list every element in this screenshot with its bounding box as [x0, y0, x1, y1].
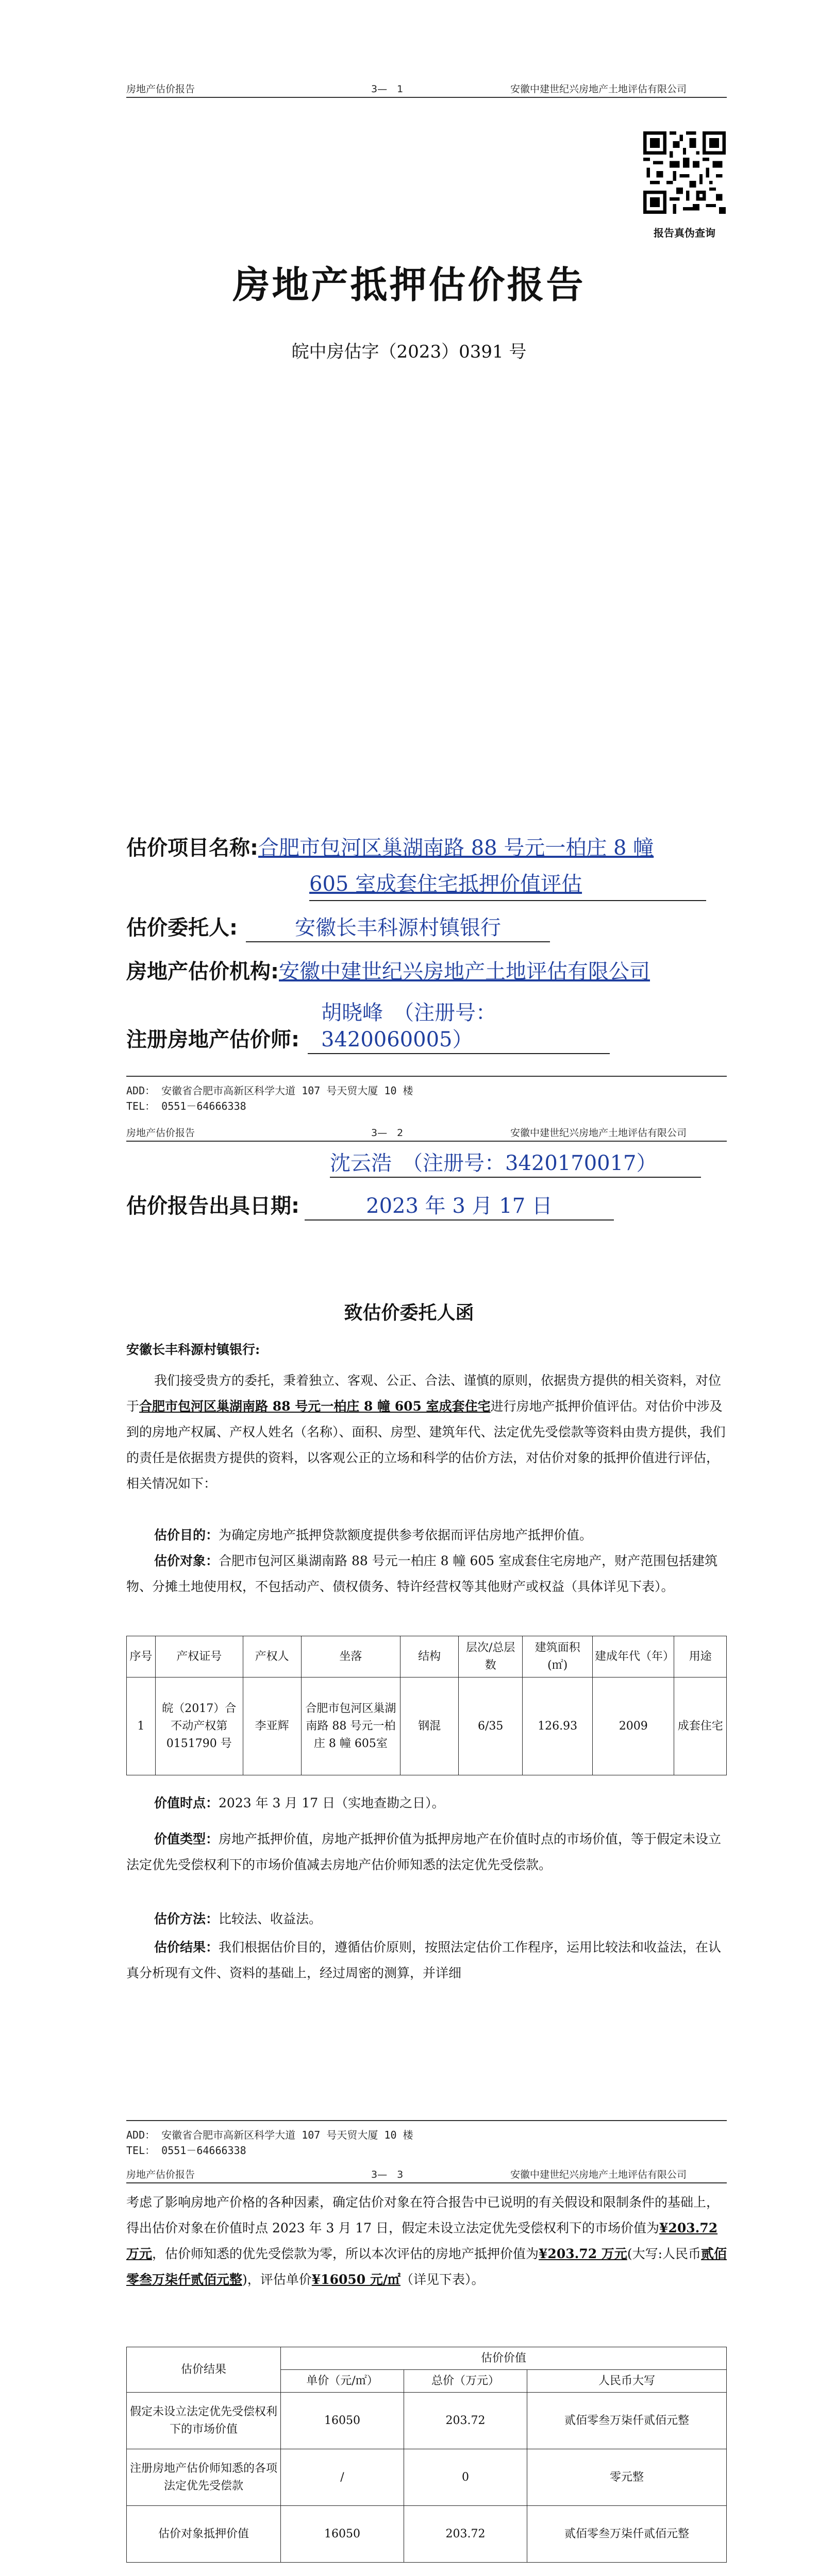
table-row [127, 1677, 727, 1775]
intro-property: 合肥市包河区巢湖南路 88 号元一柏庄 8 幢 605 室成套住宅 [139, 1399, 491, 1414]
result-label: 估价结果： [154, 1940, 219, 1955]
header-left: 房地产估价报告 [126, 2169, 195, 2180]
field-label: 房地产估价机构: [126, 960, 279, 984]
value-date-label: 价值时点： [154, 1795, 219, 1810]
market-value: ¥203.72 万元 [126, 2221, 718, 2261]
page-header-3 [126, 2163, 727, 2183]
result-paragraph [126, 1935, 727, 1986]
result-table [126, 2347, 727, 2563]
table-header: 序号 [127, 1636, 156, 1677]
table-cell: 注册房地产估价师知悉的各项法定优先受偿款 [127, 2449, 281, 2506]
intro-text: 我们接受贵方的委托，秉着独立、客观、公正、合法、谨慎的原则，依据贵方提供的相关资料，对位于 [126, 1373, 722, 1414]
qr-caption: 报告真伪查询 [654, 227, 715, 239]
conclusion-text-2: ，估价师知悉的优先受偿款为零，所以本次评估的房地产抵押价值为 [152, 2246, 539, 2261]
header-company: 安徽中建世纪兴房地产土地评估有限公司 [510, 1127, 687, 1139]
table-cell: 16050 [281, 2506, 404, 2563]
underline [309, 900, 706, 901]
conclusion-text-5: （详见下表）。 [400, 2272, 485, 2287]
table-cell: 126.93 [523, 1677, 593, 1775]
appraiser-value: 胡晓峰 （注册号：3420060005） [321, 1001, 496, 1052]
agency-row [126, 958, 727, 985]
table-header: 总价（万元） [404, 2370, 527, 2393]
table-cell: 203.72 [404, 2393, 527, 2449]
purpose-paragraph [126, 1522, 727, 1548]
object-paragraph [126, 1548, 727, 1600]
table-header: 建成年代（年） [593, 1636, 674, 1677]
table-header: 用途 [674, 1636, 727, 1677]
page-footer-1 [126, 1076, 727, 1114]
object-label: 估价对象： [154, 1553, 219, 1568]
addressee: 安徽长丰科源村镇银行: [126, 1342, 260, 1357]
page-footer-2 [126, 2120, 727, 2158]
intro-text-2: 进行房地产抵押价值评估。对估价中涉及到的房地产权属、产权人姓名（名称）、面积、房型、建筑年代、法定优先受偿款等资料由贵方提供，我们的责任是依据贵方提供的资料，以客观公正的立场和科学的估价方法，对估价对象的抵押价值进行评估，相关情况如下： [126, 1399, 726, 1491]
appraiser-2-value: 沈云浩 （注册号：3420170017） [330, 1151, 657, 1175]
table-cell: 李亚辉 [243, 1677, 301, 1775]
method-text: 比较法、收益法。 [219, 1911, 322, 1926]
table-cell: 成套住宅 [674, 1677, 727, 1775]
project-name-row-2 [309, 871, 711, 897]
table-row [127, 2506, 727, 2563]
project-name-value: 合肥市包河区巢湖南路 88 号元一柏庄 8 幢 [258, 836, 654, 860]
result-text: 我们根据估价目的，遵循估价原则，按照法定估价工作程序，运用比较法和收益法，在认真分析现有文件、资料的基础上，经过周密的测算，并详细 [126, 1940, 722, 1980]
qr-code-image[interactable] [643, 131, 726, 214]
value-type-paragraph [126, 1826, 727, 1878]
table-header: 估价价值 [281, 2347, 727, 2370]
method-label: 估价方法： [154, 1911, 219, 1926]
table-cell: 1 [127, 1677, 156, 1775]
conclusion-text-3: (大写:人民币 [627, 2246, 701, 2261]
client-value: 安徽长丰科源村镇银行 [295, 916, 501, 940]
table-cell: 假定未设立法定优先受偿权利下的市场价值 [127, 2393, 281, 2449]
header-left: 房地产估价报告 [126, 83, 195, 95]
method-paragraph [126, 1906, 727, 1932]
table-cell: 203.72 [404, 2506, 527, 2563]
header-page-number: 3— 1 [371, 83, 404, 95]
purpose-label: 估价目的： [154, 1528, 219, 1543]
table-cell: 估价对象抵押价值 [127, 2506, 281, 2563]
table-cell: 0 [404, 2449, 527, 2506]
field-label: 估价项目名称: [126, 836, 258, 860]
field-label: 注册房地产估价师: [126, 1028, 299, 1052]
table-header-row [127, 2347, 727, 2370]
mortgage-value-words: 贰佰零叁万柒仟贰佰元整 [126, 2246, 727, 2287]
unit-price: ¥16050 元/㎡ [311, 2272, 400, 2287]
table-cell: / [281, 2449, 404, 2506]
report-date-value: 2023 年 3 月 17 日 [366, 1194, 553, 1218]
agency-value: 安徽中建世纪兴房地产土地评估有限公司 [279, 960, 650, 984]
table-cell: 钢混 [400, 1677, 459, 1775]
footer-phone: TEL： 0551－64666338 [126, 2144, 246, 2157]
table-header: 估价结果 [127, 2347, 281, 2393]
report-date-label: 估价报告出具日期: [126, 1194, 299, 1218]
header-page-number: 3— 2 [371, 1127, 404, 1139]
object-text: 合肥市包河区巢湖南路 88 号元一柏庄 8 幢 605 室成套住宅房地产，财产范围包括建筑物、分摊土地使用权，不包括动产、债权债务、特许经营权等其他财产或权益（具体详见下表）。 [126, 1553, 718, 1594]
intro-paragraph [126, 1368, 727, 1497]
table-cell: 零元整 [527, 2449, 727, 2506]
value-type-text: 房地产抵押价值，房地产抵押价值为抵押房地产在价值时点的市场价值，等于假定未设立法定优先受偿权利下的市场价值减去房地产估价师知悉的法定优先受偿款。 [126, 1832, 722, 1872]
header-left: 房地产估价报告 [126, 1127, 195, 1139]
client-row [126, 914, 727, 942]
table-header: 建筑面积(㎡) [523, 1636, 593, 1677]
appraiser-row [126, 999, 727, 1054]
table-header: 层次/总层数 [459, 1636, 523, 1677]
table-cell: 6/35 [459, 1677, 523, 1775]
project-name-value-2: 605 室成套住宅抵押价值评估 [309, 872, 582, 896]
page-header-1 [126, 77, 727, 98]
table-cell: 皖（2017）合不动产权第0151790 号 [155, 1677, 243, 1775]
table-header: 单价（元/㎡） [281, 2370, 404, 2393]
table-row [127, 2393, 727, 2449]
footer-phone: TEL： 0551－64666338 [126, 1100, 246, 1112]
page-header-2 [126, 1121, 727, 1142]
table-header: 坐落 [301, 1636, 400, 1677]
table-header: 人民币大写 [527, 2370, 727, 2393]
header-company: 安徽中建世纪兴房地产土地评估有限公司 [510, 83, 687, 95]
table-header: 产权人 [243, 1636, 301, 1677]
header-company: 安徽中建世纪兴房地产土地评估有限公司 [510, 2169, 687, 2180]
report-title: 房地产抵押估价报告 [232, 263, 586, 307]
value-type-label: 价值类型： [154, 1832, 219, 1846]
table-row [127, 2449, 727, 2506]
conclusion-paragraph [126, 2190, 727, 2293]
table-cell: 贰佰零叁万柒仟贰佰元整 [527, 2393, 727, 2449]
conclusion-text-4: )，评估单价 [242, 2272, 312, 2287]
field-label: 估价委托人: [126, 916, 238, 940]
footer-address: ADD： 安徽省合肥市高新区科学大道 107 号天贸大厦 10 楼 [126, 2129, 413, 2141]
table-cell: 合肥市包河区巢湖南路 88 号元一柏庄 8 幢 605室 [301, 1677, 400, 1775]
footer-address: ADD： 安徽省合肥市高新区科学大道 107 号天贸大厦 10 楼 [126, 1084, 413, 1097]
table-cell: 16050 [281, 2393, 404, 2449]
table-header: 产权证号 [155, 1636, 243, 1677]
report-date-row [126, 1193, 727, 1221]
appraiser-2-row [330, 1150, 701, 1178]
purpose-text: 为确定房地产抵押贷款额度提供参考依据而评估房地产抵押价值。 [219, 1528, 593, 1543]
letter-title: 致估价委托人函 [344, 1302, 474, 1324]
conclusion-text: 考虑了影响房地产价格的各种因素，确定估价对象在符合报告中已说明的有关假设和限制条件的基础上，得出估价对象在价值时点 2023 年 3 月 17 日，假定未设立法定优先受偿权利下的市场价值为 [126, 2195, 720, 2235]
value-date-text: 2023 年 3 月 17 日（实地查勘之日）。 [219, 1795, 445, 1810]
project-name-row [126, 835, 727, 861]
table-header-row [127, 1636, 727, 1677]
table-header: 结构 [400, 1636, 459, 1677]
table-cell: 2009 [593, 1677, 674, 1775]
header-page-number: 3— 3 [371, 2169, 404, 2180]
report-number: 皖中房估字（2023）0391 号 [291, 342, 527, 362]
property-table [126, 1636, 727, 1775]
mortgage-value: ¥203.72 万元 [539, 2246, 627, 2261]
table-cell: 贰佰零叁万柒仟贰佰元整 [527, 2506, 727, 2563]
value-date-paragraph [126, 1790, 727, 1816]
